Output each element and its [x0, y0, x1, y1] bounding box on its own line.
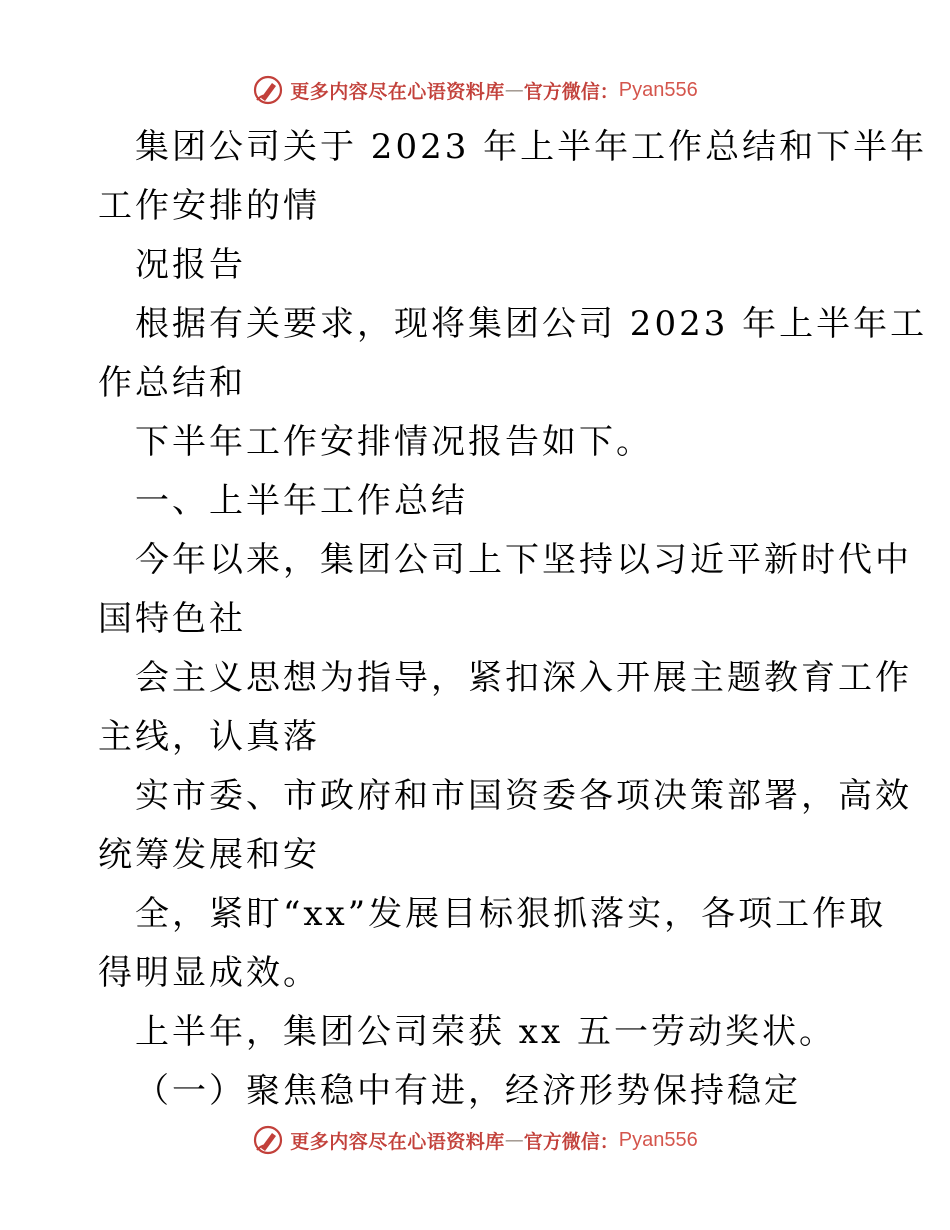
watermark-wechat-id: Pyan556: [618, 1128, 698, 1151]
doc-title-line-1: 集团公司关于 2023 年上半年工作总结和下半年: [135, 127, 928, 167]
paragraph-line: 根据有关要求，现将集团公司 2023 年上半年工: [135, 304, 928, 344]
paragraph-line: 主线，认真落: [98, 717, 320, 757]
watermark-wechat-id: Pyan556: [618, 78, 698, 101]
paragraph-line: 国特色社: [98, 599, 246, 639]
fountain-pen-icon: [252, 1124, 284, 1156]
document-body: [98, 118, 928, 1121]
paragraph-line: 今年以来，集团公司上下坚持以习近平新时代中: [135, 540, 912, 580]
paragraph-line: 上半年，集团公司荣获 xx 五一劳动奖状。: [135, 1012, 836, 1052]
doc-title-line-2: 工作安排的情: [98, 186, 320, 226]
paragraph-line: 统筹发展和安: [98, 835, 320, 875]
watermark-wechat-label: 官方微信：: [523, 1130, 619, 1153]
watermark-banner-top: [0, 72, 950, 108]
watermark-main-text: 更多内容尽在心语资料库: [290, 1130, 505, 1153]
watermark-separator: —: [504, 1129, 524, 1151]
watermark-banner-bottom: [0, 1122, 950, 1158]
paragraph-line: 得明显成效。: [98, 953, 320, 993]
paragraph-line: 会主义思想为指导，紧扣深入开展主题教育工作: [135, 658, 912, 698]
section-heading: 一、上半年工作总结: [135, 481, 468, 521]
watermark-separator: —: [504, 79, 524, 101]
doc-title-line-3: 况报告: [135, 245, 246, 285]
paragraph-line: 实市委、市政府和市国资委各项决策部署，高效: [135, 776, 912, 816]
watermark-main-text: 更多内容尽在心语资料库: [290, 80, 505, 103]
paragraph-line: 作总结和: [98, 363, 246, 403]
watermark-wechat-label: 官方微信：: [523, 80, 619, 103]
fountain-pen-icon: [252, 74, 284, 106]
paragraph-line: 下半年工作安排情况报告如下。: [135, 422, 653, 462]
paragraph-line: 全，紧盯“xx”发展目标狠抓落实，各项工作取: [135, 894, 887, 934]
subsection-heading: （一）聚焦稳中有进，经济形势保持稳定: [135, 1071, 801, 1111]
